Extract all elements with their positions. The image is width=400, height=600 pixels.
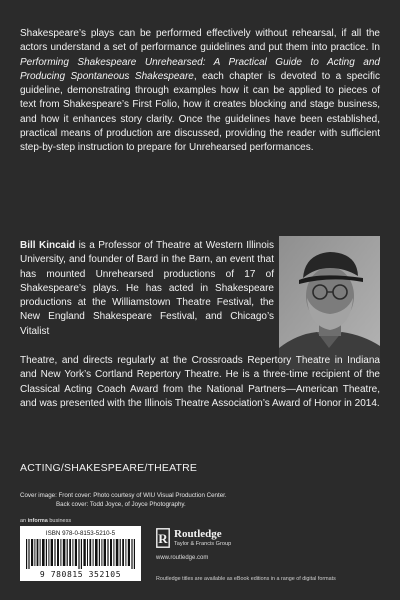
cover-credit-back: Back cover: Todd Joyce, of Joyce Photography. (56, 501, 186, 508)
author-bio-text-top: is a Professor of Theatre at Western Illinois University, and founder of Bard in the Barn, an event that has mounted Unrehearsed productions of 17 of Shakespeare’s plays. He has acted in Shakespeare productions at the Williamstown Theatre Festival, the New England Shakespeare Festival, and Chicago’s Vitalist (20, 240, 275, 337)
cover-credit-front: Cover image: Front cover: Photo courtesy of WIU Visual Production Center. (20, 492, 227, 499)
routledge-logo-icon (156, 528, 170, 548)
barcode-bars-icon (26, 539, 135, 569)
publisher-name: Routledge (174, 528, 222, 540)
ebook-note: Routledge titles are available as eBook editions in a range of digital formats (156, 576, 336, 582)
book-description (20, 27, 380, 156)
author-bio (20, 239, 274, 339)
barcode (20, 526, 141, 581)
subject-categories: ACTING/SHAKESPEARE/THEATRE (20, 462, 198, 474)
informa-suffix: business (47, 518, 72, 524)
publisher-url[interactable]: www.routledge.com (156, 555, 209, 561)
description-text-2: , each chapter is devoted to a specific guideline, demonstrating through examples how it can be applied to pieces of text from Shakespeare’s First Folio, how it creates blocking and stage business, and how it enhances story clarity. Once the guidelines have been established, practical means of production are discussed, providing the reader with sufficient step-by-step instruction to prepare for Unrehearsed performances. (20, 70, 380, 154)
isbn-number: ISBN 978-0-8153-5210-5 (45, 530, 116, 537)
informa-brand: informa (27, 518, 48, 524)
svg-text:R: R (158, 531, 168, 546)
author-photo (279, 236, 380, 370)
author-bio-continued (20, 354, 380, 411)
author-portrait-icon (279, 236, 380, 370)
publisher-group: Taylor & Francis Group (174, 541, 232, 547)
barcode-digits: 9 780815 352105 (39, 570, 122, 579)
book-title-italic: Performing Shakespeare Unrehearsed: A Practical Guide to Acting and Producing Spontaneous Shakespeare (20, 56, 380, 82)
author-bio-text-bottom: Theatre, and directs regularly at the Crossroads Repertory Theatre in Indiana and New York’s Cortland Repertory Theatre. He is a three-time recipient of the Classical Acting Coach Award from the National Partners—American Theatre, and was presented with the Illinois Theatre Association’s Award of Honor in 2014. (20, 355, 380, 409)
description-text-1: Shakespeare’s plays can be performed effectively without rehearsal, if all the actors understand a set of performance guidelines and put them into practice. In (20, 28, 380, 54)
cover-credits (20, 491, 380, 509)
informa-prefix: an (20, 518, 28, 524)
author-name: Bill Kincaid (20, 240, 76, 251)
informa-label (20, 518, 71, 524)
